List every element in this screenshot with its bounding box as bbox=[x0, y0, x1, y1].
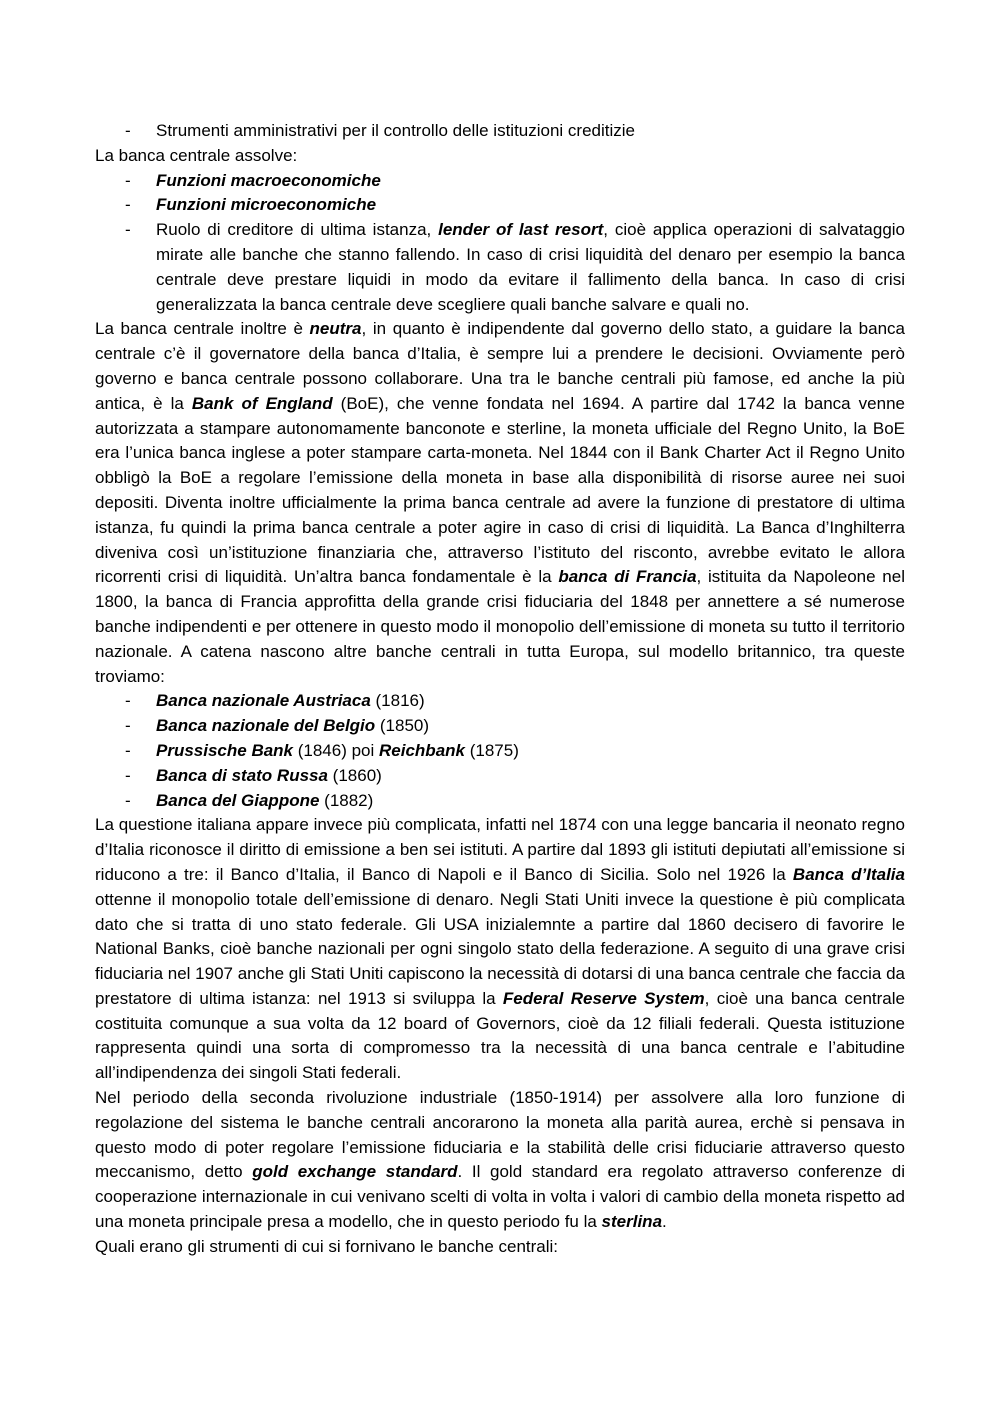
list-item-bank bbox=[95, 689, 905, 714]
text-run: . Il gold standard era regolato attraverso conferenze di cooperazione internazionale in cui venivano scelti di volta in volta i valori di cambio della moneta rispetto ad una moneta principale presa a modello, che in questo periodo fu la bbox=[95, 1162, 905, 1232]
bank-name: Banca di stato Russa bbox=[156, 765, 328, 785]
bank-year: (1875) bbox=[465, 740, 519, 760]
term-macro: Funzioni macroeconomiche bbox=[156, 170, 381, 190]
bank-year: (1860) bbox=[327, 765, 382, 785]
bank-year: (1846) poi bbox=[293, 740, 380, 760]
text-run: , cioè applica operazioni di salvataggio mirate alle banche che stanno fallendo. In caso di crisi liquidità del denaro per esempio la banca centrale deve prestare liquidi in modo da evitare il fallimento della banca. In caso di crisi generalizzata la banca centrale deve scegliere quali banche salvare e quali no. bbox=[156, 220, 906, 314]
text-run: , in quanto è indipendente dal governo dello stato, a guidare la banca centrale c’è il governatore della banca d’Italia, è sempre lui a prendere le decisioni. Ovviamente però governo e banca centrale possono collaborare. Una tra le banche centrali più famose, ed anche la più antica, è la bbox=[95, 319, 905, 413]
list-item: - Strumenti amministrativi per il controllo delle istituzioni creditizie bbox=[95, 119, 905, 144]
list-item-lolr bbox=[95, 218, 905, 317]
term-sterlina: sterlina bbox=[601, 1212, 663, 1232]
list-banks bbox=[95, 689, 905, 813]
bank-year: (1882) bbox=[319, 790, 374, 810]
list-item-bank bbox=[95, 714, 905, 739]
bank-name: Banca del Giappone bbox=[156, 790, 320, 810]
term-gold-exchange-standard: gold exchange standard bbox=[252, 1162, 458, 1182]
list-strumenti bbox=[95, 119, 905, 144]
term-bank-of-england: Bank of England bbox=[191, 393, 333, 413]
paragraph-gold-standard bbox=[95, 1086, 905, 1235]
paragraph-central-banks bbox=[95, 317, 905, 689]
paragraph-question: Quali erano gli strumenti di cui si fornivano le banche centrali: bbox=[95, 1236, 559, 1256]
list-item-micro bbox=[95, 193, 905, 218]
text-run: Nel periodo della seconda rivoluzione industriale (1850-1914) per assolvere alla loro funzione di regolazione del sistema le banche centrali ancorarono la moneta alla parità aurea, erchè si pensava in questo modo di poter regolare l’emissione fiduciaria e la stabilità delle crisi fiduciarie attraverso questo meccanismo, detto bbox=[95, 1088, 905, 1182]
bank-name: Reichbank bbox=[379, 740, 465, 760]
list-functions bbox=[95, 169, 905, 318]
list-item-bank bbox=[95, 739, 905, 764]
bank-year: (1850) bbox=[375, 716, 430, 736]
bank-year: (1816) bbox=[370, 691, 425, 711]
text-run: . bbox=[662, 1212, 667, 1232]
list-item-bank bbox=[95, 764, 905, 789]
text-run: , cioè una banca centrale costituita comunque a sua volta da 12 board of Governors, cioè da 12 filiali federali. Questa istituzione rappresenta quindi una sorta di compromesso tra la necessità di una banca centrale e l’abitudine all’indipendenza dei singoli Stati federali. bbox=[95, 988, 905, 1083]
document-page bbox=[95, 119, 905, 1260]
term-federal-reserve: Federal Reserve System bbox=[502, 988, 705, 1008]
list-item-bank bbox=[95, 789, 905, 814]
term-banca-di-francia: banca di Francia bbox=[558, 567, 697, 587]
term-micro: Funzioni microeconomiche bbox=[156, 195, 377, 215]
term-neutra: neutra bbox=[309, 319, 362, 339]
bank-name: Prussische Bank bbox=[156, 740, 294, 760]
list-item-macro bbox=[95, 169, 905, 194]
paragraph-intro-functions: La banca centrale assolve: bbox=[95, 145, 298, 165]
paragraph-italy-usa bbox=[95, 813, 905, 1086]
text-run: (BoE), che venne fondata nel 1694. A partire dal 1742 la banca venne autorizzata a stampare autonomamente banconote e sterline, la moneta ufficiale del Regno Unito, la BoE era l’unica banca inglese a poter stampare carta-moneta. Nel 1844 con il Bank Charter Act il Regno Unito obbligò la BoE a regolare l’emissione della moneta in base alla disponibilità di risorse auree nei suoi depositi. Diventa inoltre ufficialmente la prima banca centrale ad avere la funzione di prestatore di ultima istanza, fu quindi la prima banca centrale a poter agire in caso di crisi di liquidità. La Banca d’Inghilterra diveniva così un’istituzione finanziaria che, attraverso l’istituto del risconto, avrebbe evitato le allora ricorrenti crisi di liquidità. Un’altra banca fondamentale è la bbox=[95, 393, 905, 587]
text-run: La banca centrale inoltre è bbox=[95, 319, 310, 339]
term-banca-d-italia: Banca d’Italia bbox=[792, 864, 905, 884]
text-run: , istituita da Napoleone nel 1800, la banca di Francia approfitta della grande crisi fiduciaria del 1848 per annettere a sé numerose banche indipendenti e per ottenere in questo modo il monopolio dell’emissione di moneta su tutto il territorio nazionale. A catena nascono altre banche centrali in tutta Europa, sul modello britannico, tra queste troviamo: bbox=[95, 567, 905, 686]
term-lolr: lender of last resort bbox=[438, 220, 604, 240]
text-run: La questione italiana appare invece più complicata, infatti nel 1874 con una legge bancaria il neonato regno d’Italia riconosce il diritto di emissione a ben sei istituti. A partire dal 1893 gli istituti depiutati all’emissione si riducono a tre: il Banco d’Italia, il Banco di Napoli e il Banco di Sicilia. Solo nel 1926 la bbox=[95, 815, 905, 884]
text-run: Ruolo di creditore di ultima istanza, bbox=[156, 220, 439, 240]
bank-name: Banca nazionale Austriaca bbox=[156, 691, 371, 711]
text-run: ottenne il monopolio totale dell’emissione di denaro. Negli Stati Uniti invece la questione è più complicata dato che si tratta di uno stato federale. Gli USA inizialemnte a partire dal 1860 decisero di favorire le National Banks, cioè banche nazionali per ogni singolo stato della federazione. A seguito di una grave crisi fiduciaria nel 1907 anche gli Stati Uniti capiscono la necessità di dotarsi di una banca centrale che faccia da prestatore di ultima istanza: nel 1913 si sviluppa la bbox=[95, 889, 905, 1008]
bank-name: Banca nazionale del Belgio bbox=[156, 716, 376, 736]
